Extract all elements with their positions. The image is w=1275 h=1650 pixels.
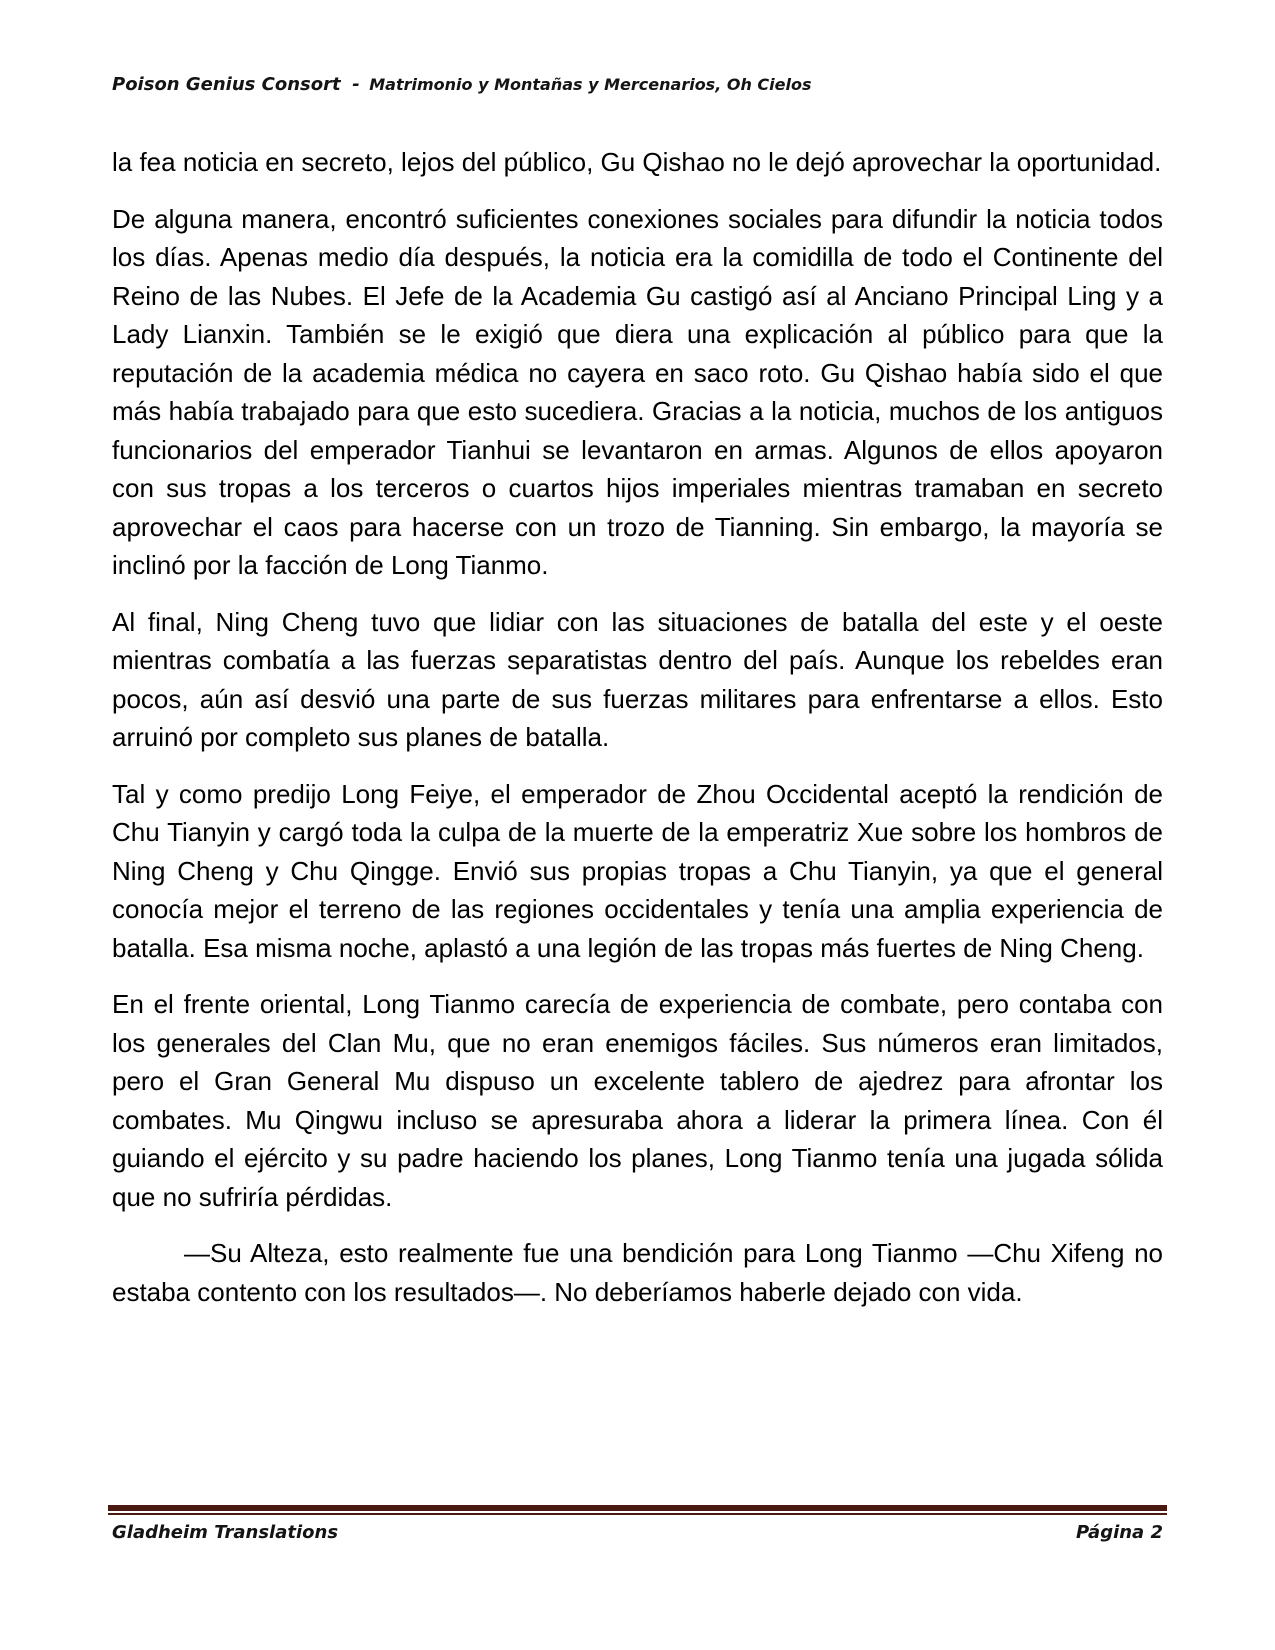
footer-publisher: Gladheim Translations [112, 1522, 339, 1543]
paragraph: Al final, Ning Cheng tuvo que lidiar con las situaciones de batalla del este y el oeste mientras combatía a las fuerzas separatistas dentro del país. Aunque los rebeldes eran pocos, aún así desvió una parte de sus fuerzas militares para enfrentarse a ellos. Esto arruinó por completo sus planes de batalla. [112, 606, 1163, 752]
paragraph: En el frente oriental, Long Tianmo carecía de experiencia de combate, pero contaba con los generales del Clan Mu, que no eran enemigos fáciles. Sus números eran limitados, pero el Gran General Mu dispuso un excelente tablero de ajedrez para afrontar los combates. Mu Qingwu incluso se apresuraba ahora a liderar la primera línea. Con él guiando el ejército y su padre haciendo los planes, Long Tianmo tenía una jugada sólida que no sufriría pérdidas. [112, 989, 1163, 1212]
paragraph: Tal y como predijo Long Feiye, el emperador de Zhou Occidental aceptó la rendición de Chu Tianyin y cargó toda la culpa de la muerte de la emperatriz Xue sobre los hombros de Ning Cheng y Chu Qingge. Envió sus propias tropas a Chu Tianyin, ya que el general conocía mejor el terreno de las regiones occidentales y tenía una amplia experiencia de batalla. Esa misma noche, aplastó a una legión de las tropas más fuertes de Ning Cheng. [112, 778, 1163, 963]
header-separator: - [352, 74, 360, 95]
paragraph: De alguna manera, encontró suficientes conexiones sociales para difundir la noticia todos los días. Apenas medio día después, la noticia era la comidilla de todo el Continente del Reino de las Nubes. El Jefe de la Academia Gu castigó así al Anciano Principal Ling y a Lady Lianxin. También se le exigió que diera una explicación al público para que la reputación de la academia médica no cayera en saco roto. Gu Qishao había sido el que más había trabajado para que esto sucediera. Gracias a la noticia, muchos de los antiguos funcionarios del emperador Tianhui se levantaron en armas. Algunos de ellos apoyaron con sus tropas a los terceros o cuartos hijos imperiales mientras tramaban en secreto aprovechar el caos para hacerse con un trozo de Tianning. Sin embargo, la mayoría se inclinó por la facción de Long Tianmo. [112, 203, 1163, 580]
running-header [112, 74, 812, 95]
footer-divider-thin [108, 1513, 1167, 1515]
paragraph: la fea noticia en secreto, lejos del público, Gu Qishao no le dejó aprovechar la oportunidad. [112, 147, 1162, 177]
book-title: Poison Genius Consort [112, 74, 341, 95]
footer-divider [108, 1505, 1167, 1511]
chapter-title: Matrimonio y Montañas y Mercenarios, Oh Cielos [369, 75, 812, 94]
dialogue-paragraph: —Su Alteza, esto realmente fue una bendición para Long Tianmo —Chu Xifeng no estaba contento con los resultados—. No deberíamos haberle dejado con vida. [112, 1238, 1163, 1307]
page-body [112, 143, 1163, 1329]
page-number: Página 2 [1076, 1522, 1163, 1543]
